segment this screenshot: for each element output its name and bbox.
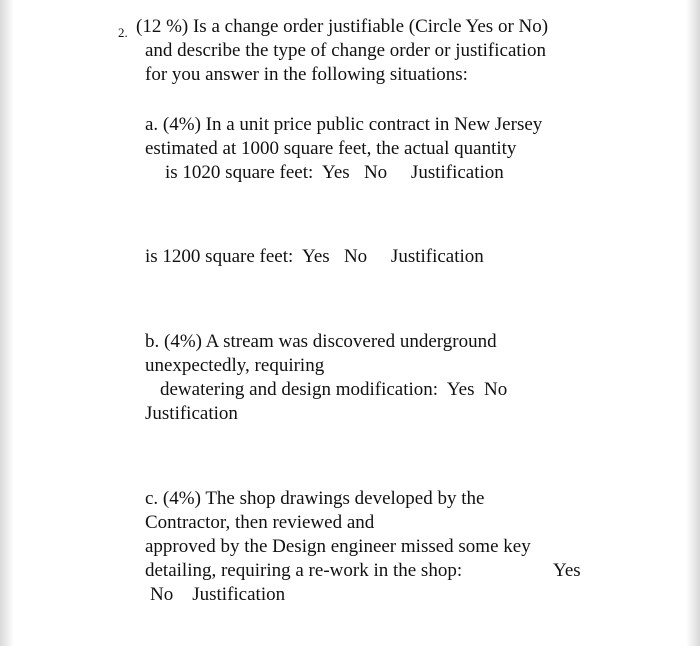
page-edge-shadow-right [686,0,700,646]
part-a-line-3: is 1020 square feet: Yes No Justification [165,162,504,183]
question-number: 2. [118,25,128,40]
part-c-line-4-yes: Yes [553,560,581,581]
question-text-line-3: for you answer in the following situations: [145,64,468,85]
part-b-line-4: Justification [145,403,238,424]
question-text-line-2: and describe the type of change order or justification [145,40,546,61]
part-c-line-1: c. (4%) The shop drawings developed by the [145,488,485,509]
part-c-line-2: Contractor, then reviewed and [145,512,375,533]
question-text-line-1: (12 %) Is a change order justifiable (Circle Yes or No) [136,16,549,37]
part-b-line-2: unexpectedly, requiring [145,355,325,376]
page-edge-shadow-left [0,0,14,646]
part-c-line-3: approved by the Design engineer missed some key [145,536,531,557]
part-c-line-5: No Justification [150,584,286,605]
part-c-line-4: detailing, requiring a re-work in the shop: [145,560,463,581]
part-b-line-3: dewatering and design modification: Yes No [160,379,508,400]
part-a-line-1: a. (4%) In a unit price public contract in New Jersey [145,114,543,135]
part-b-line-1: b. (4%) A stream was discovered underground [145,331,497,352]
part-a-line-2: estimated at 1000 square feet, the actual quantity [145,138,517,159]
part-a-line-4: is 1200 square feet: Yes No Justification [145,246,484,267]
